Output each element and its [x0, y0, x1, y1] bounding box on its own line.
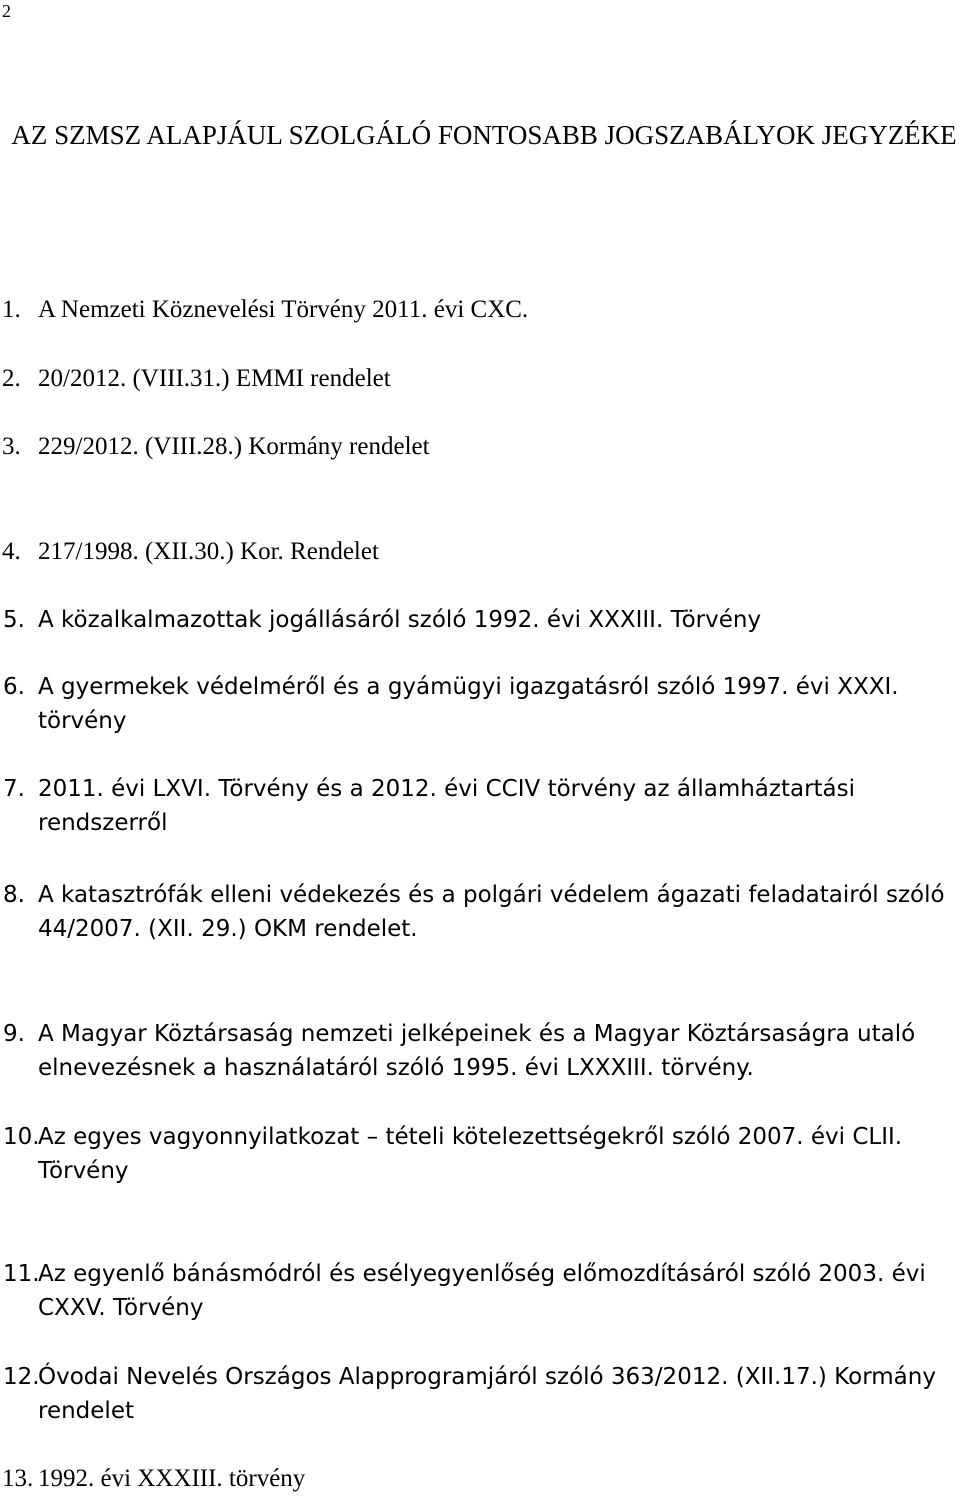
list-item-number: 2. [2, 365, 21, 392]
list-item-text: 229/2012. (VIII.28.) Kormány rendelet [38, 433, 430, 460]
list-item-text: A gyermekek védelméről és a gyámügyi igazgatásról szóló 1997. évi XXXI. törvény [38, 674, 899, 734]
list-item-text: Óvodai Nevelés Országos Alapprogramjáról szóló 363/2012. (XII.17.) Kormány rendelet [38, 1364, 936, 1424]
page-number: 2 [2, 1, 11, 21]
list-item-text: A katasztrófák elleni védekezés és a polgári védelem ágazati feladatairól szóló 44/2007. (XII. 29.) OKM rendelet. [38, 882, 945, 942]
list-item-number: 3. [2, 433, 21, 460]
list-item-text: A közalkalmazottak jogállásáról szóló 1992. évi XXXIII. Törvény [38, 607, 762, 633]
list-item-number: 9. [3, 1021, 25, 1047]
list-item-number: 6. [3, 674, 25, 700]
list-item-text: 1992. évi XXXIII. törvény [38, 1465, 306, 1492]
list-item-text: 217/1998. (XII.30.) Kor. Rendelet [38, 538, 379, 565]
list-item-number: 10. [3, 1124, 40, 1150]
list-item-number: 7. [3, 776, 25, 802]
list-item-number: 5. [3, 607, 25, 633]
list-item-text: Az egyes vagyonnyilatkozat – tételi kötelezettségekről szóló 2007. évi CLII. Törvény [38, 1124, 903, 1184]
list-item-number: 4. [2, 538, 21, 565]
list-item-number: 12. [3, 1364, 40, 1390]
list-item-text: Az egyenlő bánásmódról és esélyegyenlőség előmozdításáról szóló 2003. évi CXXV. Törvény [38, 1261, 926, 1321]
document-title: AZ SZMSZ ALAPJÁUL SZOLGÁLÓ FONTOSABB JOGSZABÁLYOK JEGYZÉKE [11, 120, 957, 150]
list-item-text: A Magyar Köztársaság nemzeti jelképeinek és a Magyar Köztársaságra utaló elnevezésnek a használatáról szóló 1995. évi LXXXIII. törvény. [38, 1021, 916, 1081]
list-item-number: 11. [3, 1261, 40, 1287]
list-item-text: 20/2012. (VIII.31.) EMMI rendelet [38, 365, 391, 392]
list-item-text: A Nemzeti Köznevelési Törvény 2011. évi CXC. [38, 296, 529, 323]
list-item-number: 8. [3, 882, 25, 908]
list-item-number: 1. [2, 296, 21, 323]
list-item-text: 2011. évi LXVI. Törvény és a 2012. évi CCIV törvény az államháztartási rendszerről [38, 776, 856, 836]
list-item-number: 13. [2, 1465, 34, 1492]
